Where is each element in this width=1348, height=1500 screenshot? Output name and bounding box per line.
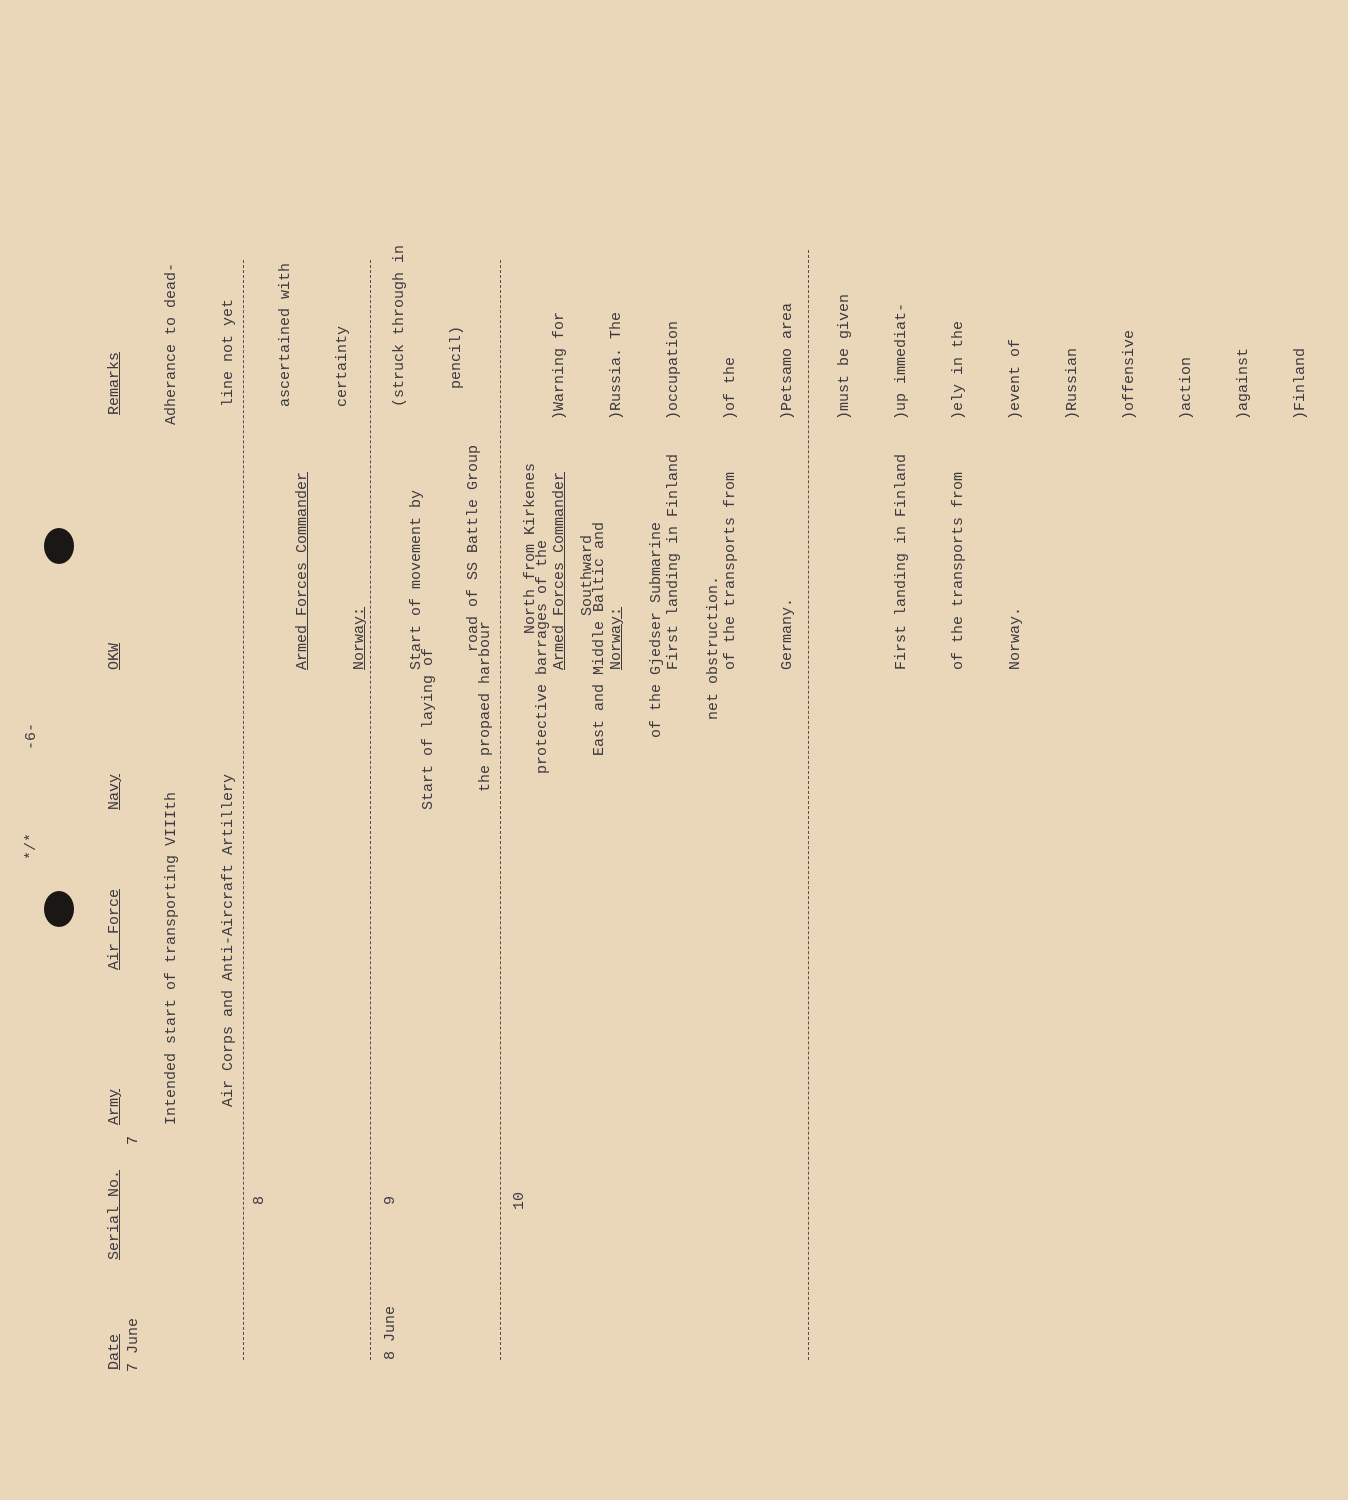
row9-serial: 9 (382, 1195, 399, 1205)
header-mark: */* (23, 832, 40, 860)
row10-okw: Armed Forces Commander Norway: First landing in Finland of the transports from Germany. First landing in Finland of the transports from Norway. (551, 453, 1024, 670)
row10-serial: 10 (511, 1191, 528, 1210)
row7-date: 7 June (125, 1317, 142, 1372)
row-separator (243, 260, 244, 1360)
row-separator (500, 260, 501, 1360)
row7-text: Intended start of transporting VIIIth Air Corps and Anti-Aircraft Artillery (163, 773, 237, 1125)
row8-serial: 8 (251, 1195, 268, 1205)
row9-navy: Start of laying of the propaed harbour protective barrages of the East and Middle Baltic and of the Gjedser Submarine net obstruction. (420, 521, 722, 810)
col-army: Army (106, 1088, 123, 1125)
row9-date: 8 June (382, 1305, 399, 1360)
row-separator (808, 250, 809, 1360)
page-number: -6- (23, 722, 40, 750)
col-navy: Navy (106, 773, 123, 810)
row-separator (370, 260, 371, 1360)
row10-remarks: )Warning for )Russia. The )occupation )of the )Petsamo area )must be given )up immediat- )ely in the )event of )Russian )offensive )action )against )Finland (551, 293, 1309, 420)
col-okw: OKW (106, 642, 123, 670)
col-serial: Serial No. (106, 1169, 123, 1260)
col-date: Date (106, 1333, 123, 1370)
col-air-force: Air Force (106, 888, 123, 970)
row8-okw: Armed Forces Commander Norway: Start of movement by road of SS Battle Group North from Kirkenes Southward (294, 444, 596, 670)
col-remarks: Remarks (106, 351, 123, 415)
row7-serial: 7 (125, 1135, 142, 1145)
row7-remarks: Adherance to dead- line not yet ascertained with certainty (struck through in pencil) (163, 244, 465, 425)
